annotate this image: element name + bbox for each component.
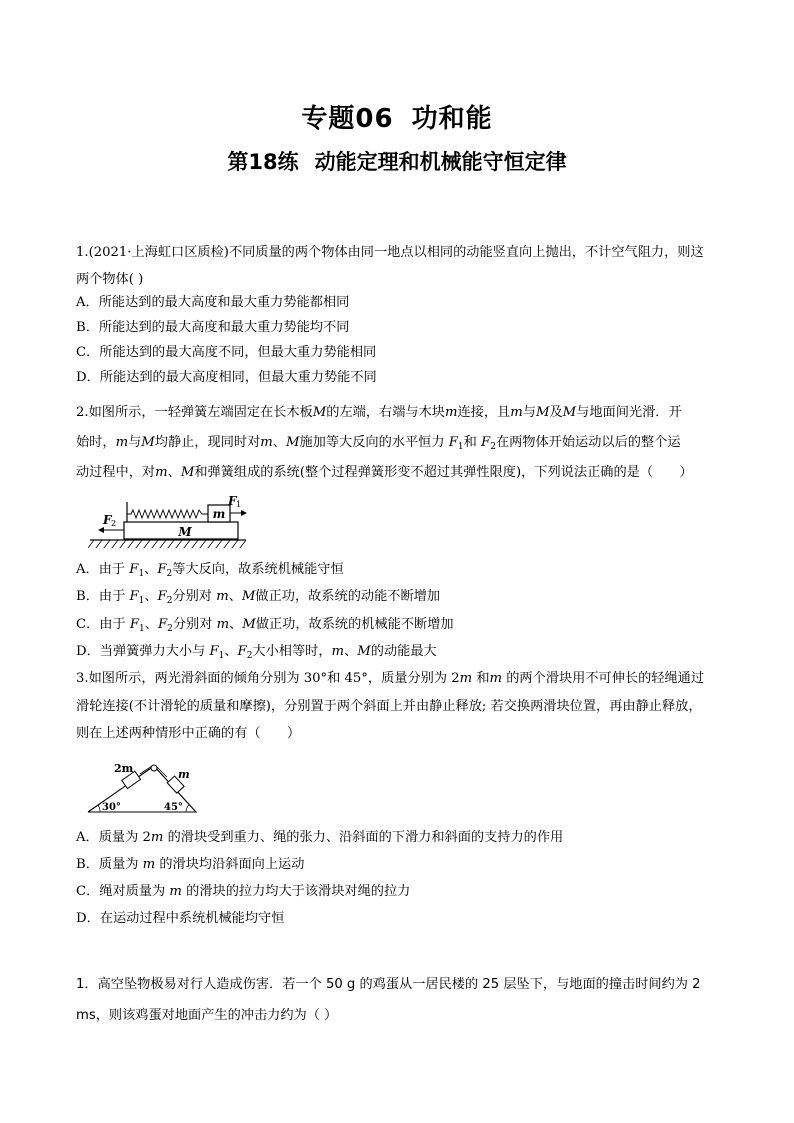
label-m: m	[178, 768, 190, 781]
f2-sub: 2	[111, 519, 117, 528]
q3-option-b: B．质量为 m 的滑块均沿斜面向上运动	[76, 857, 305, 872]
q1-option-d: D．所能达到的最大高度相同，但最大重力势能不同	[76, 370, 377, 385]
f1-label: F	[228, 494, 237, 508]
label-45deg: 45°	[164, 802, 183, 813]
q2-option-b: B．由于 $F_1$、$F_2$分别对 m、M做正功，故系统的动能不断增加	[76, 589, 441, 606]
f2-arrowhead	[98, 527, 104, 533]
q1-stem-line1: 1.(2021·上海虹口区质检)不同质量的两个物体由同一地点以相同的动能竖直向上抛出，不计空气阻力，则这	[76, 245, 704, 260]
q2-option-a: A．由于 $F_1$、$F_2$等大反向，故系统机械能守恒	[76, 562, 344, 579]
q2-option-d: D．当弹簧弹力大小与 $F_1$、$F_2$大小相等时，m、M的动能最大	[76, 644, 437, 661]
q3-stem-line3: 则在上述两种情形中正确的有（ ）	[76, 726, 301, 741]
q3-incline-figure	[84, 756, 204, 816]
rope-left	[140, 766, 152, 774]
q3-option-d: D．在运动过程中系统机械能均守恒	[76, 911, 285, 926]
label-2m: 2m	[114, 762, 134, 775]
q3-option-c: C．绳对质量为 m 的滑块的拉力均大于该滑块对绳的拉力	[76, 884, 411, 899]
topic-title: 专题06 功和能	[301, 104, 493, 134]
q2-stem-line1: 2.如图所示，一轻弹簧左端固定在长木板M的左端，右端与木块m连接，且m与M及M与地面间光滑．开	[76, 405, 682, 420]
lesson-title: 第18练 动能定理和机械能守恒定律	[227, 150, 567, 174]
q3-stem-line1: 3.如图所示，两光滑斜面的倾角分别为 30°和 45°，质量分别为 2m 和m 的两个滑块用不可伸长的轻绳通过	[76, 671, 705, 686]
board-M-label: M	[178, 525, 192, 539]
block-m-label: m	[212, 507, 226, 521]
q1-stem-line2: 两个物体( )	[76, 272, 144, 287]
q1-option-c: C．所能达到的最大高度不同，但最大重力势能相同	[76, 345, 377, 360]
q2-stem-line2: 始时，m与M均静止，现同时对m、M施加等大反向的水平恒力 $F_1$和 $F_2$在两物体开始运动以后的整个运	[76, 435, 681, 452]
ground-hatching	[88, 540, 246, 548]
q2-option-c: C．由于 $F_1$、$F_2$分别对 m、M做正功，故系统的机械能不断增加	[76, 617, 454, 634]
q2-stem-line3: 动过程中，对m、M和弹簧组成的系统(整个过程弹簧形变不超过其弹性限度)，下列说法正确的是（ ）	[76, 465, 693, 480]
q2-spring-board-figure	[88, 492, 248, 550]
label-30deg: 30°	[102, 802, 121, 813]
f1-arrowhead	[241, 510, 247, 516]
q3-stem-line2: 滑轮连接(不计滑轮的质量和摩擦)，分别置于两个斜面上并由静止释放; 若交换两滑块位置，再由静止释放，	[76, 699, 702, 714]
spring	[127, 510, 208, 518]
q4-stem-line2: ms，则该鸡蛋对地面产生的冲击力约为（ ）	[76, 1008, 338, 1023]
f2-label: F	[103, 513, 112, 527]
q1-option-b: B．所能达到的最大高度和最大重力势能均不同	[76, 320, 350, 335]
f1-sub: 1	[236, 500, 242, 509]
q1-option-a: A．所能达到的最大高度和最大重力势能都相同	[76, 295, 350, 310]
q4-stem-line1: 1．高空坠物极易对行人造成伤害．若一个 50 g 的鸡蛋从一居民楼的 25 层坠下，与地面的撞击时间约为 2	[76, 977, 701, 992]
q3-option-a: A．质量为 2m 的滑块受到重力、绳的张力、沿斜面的下滑力和斜面的支持力的作用	[76, 830, 564, 845]
